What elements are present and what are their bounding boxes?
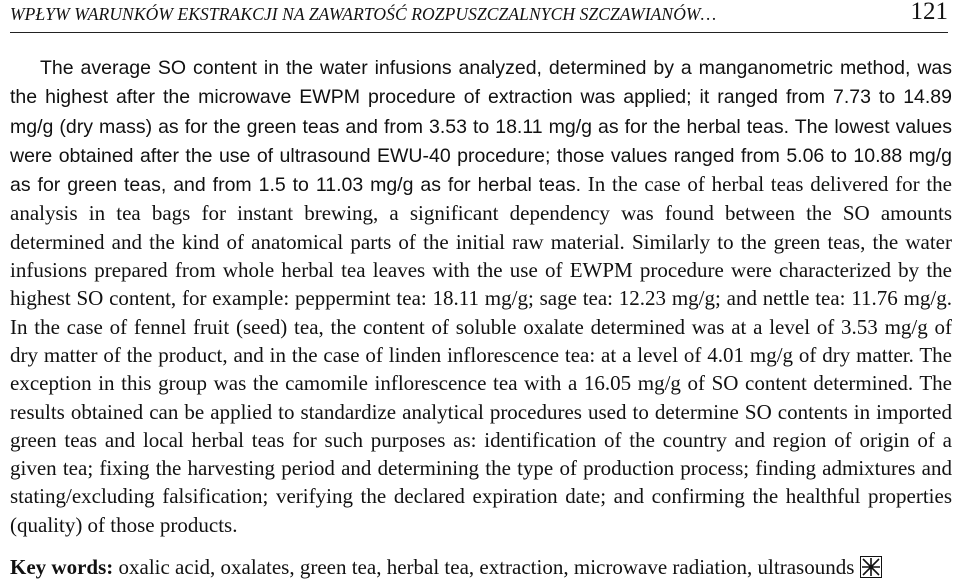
abstract-segment-1: The average SO content in the water infusions analyzed, determined by a manganometric method, was the highest after the microwave EWPM procedure of extraction was applied; it ranged from 7.73 to 14.89 mg/g (dry mass) as for the green teas and from 3.53 to 18.11 mg/g as for the herbal teas. The lowest values were obtained after the use of ultrasound EWU-40 procedure; those values ranged from 5.06 to 10.88 mg/g as for green teas, and from 1.5 to 11.03 mg/g as for herbal teas. [10, 57, 952, 197]
keywords-line [10, 555, 882, 580]
running-header [10, 0, 948, 33]
keywords-text: oxalic acid, oxalates, green tea, herbal tea, extraction, microwave radiation, ultrasounds [113, 555, 855, 579]
abstract-paragraph [10, 53, 952, 539]
abstract-body [10, 53, 952, 539]
keywords-label: Key words: [10, 555, 114, 579]
crossed-box-icon [860, 556, 882, 578]
running-title: WPŁYW WARUNKÓW EKSTRAKCJI NA ZAWARTOŚĆ ROZPUSZCZALNYCH SZCZAWIANÓW… [10, 4, 717, 24]
page-number: 121 [910, 0, 948, 25]
abstract-segment-2: In the case of herbal teas delivered for the analysis in tea bags for instant brewing, a significant dependency was found between the SO amounts determined and the kind of anatomical parts of the initial raw material. Similarly to the green teas, the water infusions prepared from whole herbal tea leaves with the use of EWPM procedure were characterized by the highest SO content, for example: peppermint tea: 18.11 mg/g; sage tea: 12.23 mg/g; and nettle tea: 11.76 mg/g. In the case of fennel fruit (seed) tea, the content of soluble oxalate determined was at a level of 3.53 mg/g of dry matter of the product, and in the case of linden inflorescence tea: at a level of 4.01 mg/g of dry matter. The exception in this group was the camomile inflorescence tea with a 16.05 mg/g of SO content determined. The results obtained can be applied to standardize analytical procedures used to determine SO contents in imported green teas and local herbal teas for such purposes as: identification of the country and region of origin of a given tea; fixing the harvesting period and determining the type of production process; finding admixtures and stating/excluding falsification; verifying the declared expiration date; and confirming the healthful properties (quality) of those products. [10, 172, 952, 537]
